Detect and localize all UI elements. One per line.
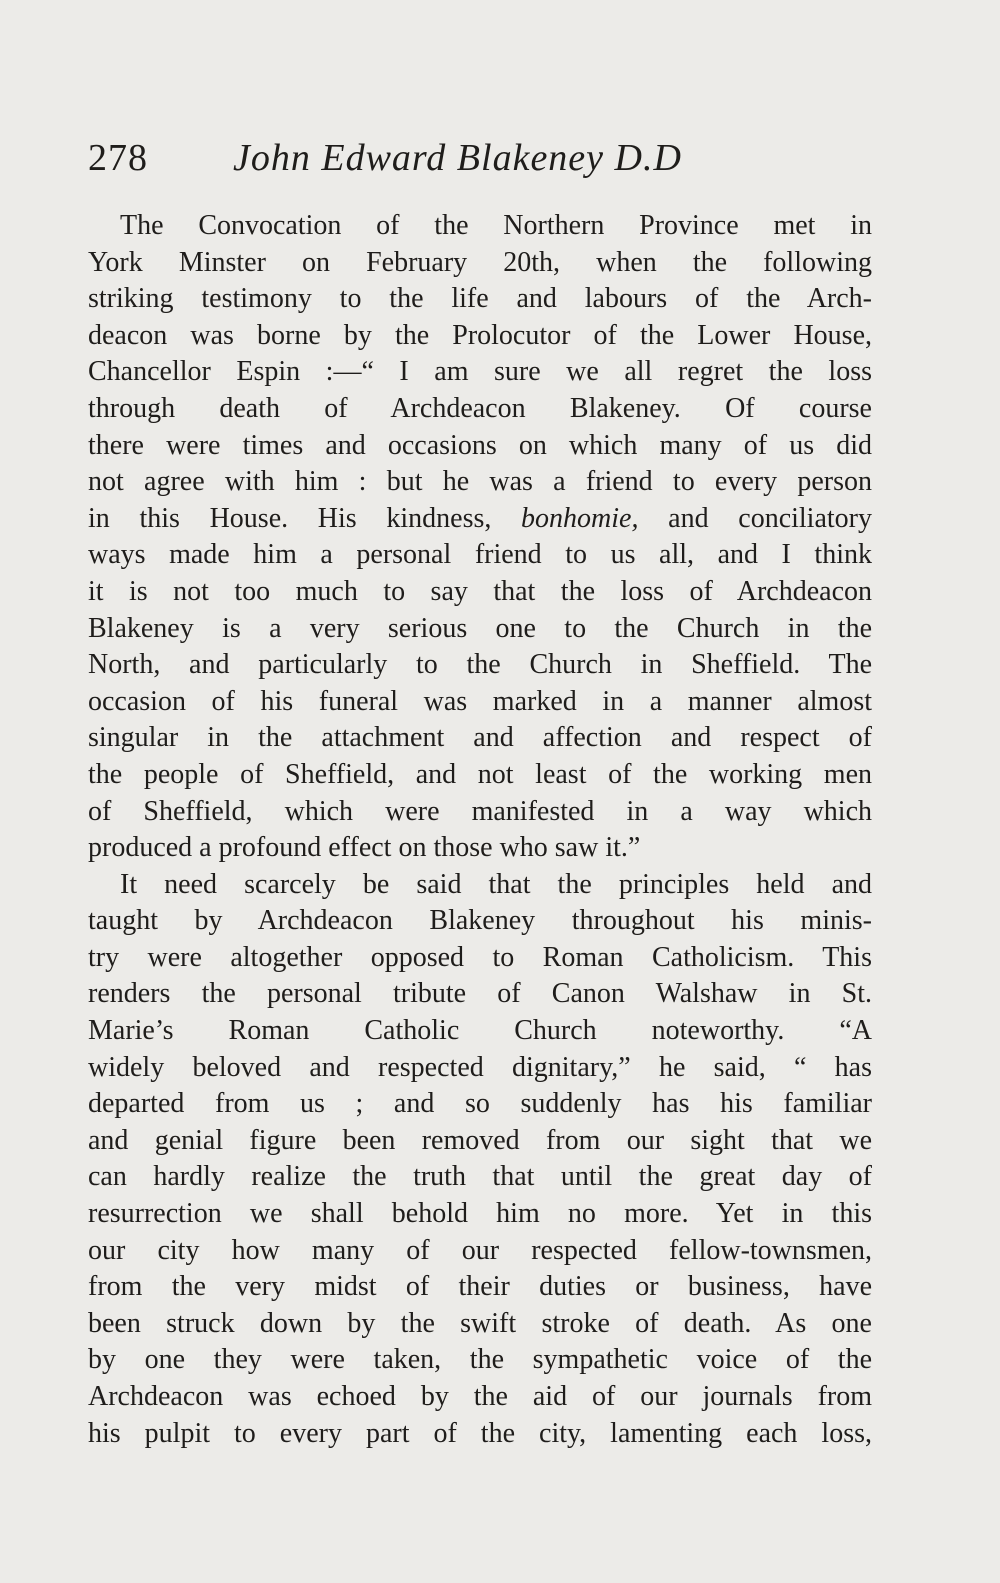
page-number: 278 xyxy=(88,137,148,179)
text-line: his pulpit to every part of the city, lamenting each loss, xyxy=(88,1417,872,1449)
text-line: The Convocation of the Northern Province met in xyxy=(120,210,872,241)
text-line: can hardly realize the truth that until the great day of xyxy=(88,1161,872,1193)
italic-word: bonhomie, xyxy=(521,502,639,534)
text-line: Marie’s Roman Catholic Church noteworthy. “A xyxy=(88,1015,872,1047)
text-line: singular in the attachment and affection and respect of xyxy=(88,722,872,754)
text-line: Archdeacon was echoed by the aid of our journals from xyxy=(88,1381,872,1412)
text-line: the people of Sheffield, and not least of the working men xyxy=(88,758,872,790)
text-segment: in this House. His kindness, xyxy=(88,502,522,534)
text-line: widely beloved and respected dignitary,” he said, “ has xyxy=(88,1051,872,1083)
text-line: through death of Archdeacon Blakeney. Of course xyxy=(88,392,872,424)
text-line: not agree with him : but he was a friend to every person xyxy=(88,466,872,498)
text-line: there were times and occasions on which many of us did xyxy=(88,429,872,461)
text-line: departed from us ; and so suddenly has his familiar xyxy=(88,1088,872,1120)
text-line: Chancellor Espin :—“ I am sure we all regret the loss xyxy=(88,356,872,388)
text-line: renders the personal tribute of Canon Walshaw in St. xyxy=(88,978,872,1010)
text-line: and genial figure been removed from our sight that we xyxy=(88,1124,872,1156)
text-line: It need scarcely be said that the principles held and xyxy=(120,868,872,900)
text-line: it is not too much to say that the loss of Archdeacon xyxy=(88,575,872,607)
text-line: striking testimony to the life and labours of the Arch- xyxy=(88,283,872,315)
text-line: by one they were taken, the sympathetic voice of the xyxy=(88,1344,872,1376)
text-line: occasion of his funeral was marked in a manner almost xyxy=(88,685,872,717)
text-line: from the very midst of their duties or business, have xyxy=(88,1271,872,1303)
text-line: been struck down by the swift stroke of death. As one xyxy=(88,1307,872,1339)
text-line: try were altogether opposed to Roman Catholicism. This xyxy=(88,941,872,973)
running-title: John Edward Blakeney D.D xyxy=(233,137,682,179)
text-line: produced a profound effect on those who saw it.” xyxy=(88,832,641,864)
text-line: resurrection we shall behold him no more. Yet in this xyxy=(88,1198,872,1230)
text-line: deacon was borne by the Prolocutor of the Lower House, xyxy=(88,319,872,351)
text-line: York Minster on February 20th, when the following xyxy=(88,246,872,278)
text-line: of Sheffield, which were manifested in a way which xyxy=(88,795,872,827)
running-header xyxy=(88,128,888,188)
text-line xyxy=(88,501,872,538)
text-line: our city how many of our respected fellow-townsmen, xyxy=(88,1234,872,1266)
text-segment: and conciliatory xyxy=(638,502,872,534)
text-line: ways made him a personal friend to us all, and I think xyxy=(88,539,872,571)
text-line: taught by Archdeacon Blakeney throughout his minis- xyxy=(88,905,872,937)
text-line: Blakeney is a very serious one to the Church in the xyxy=(88,612,872,644)
text-line: North, and particularly to the Church in Sheffield. The xyxy=(88,649,872,681)
body-text xyxy=(88,208,872,1452)
